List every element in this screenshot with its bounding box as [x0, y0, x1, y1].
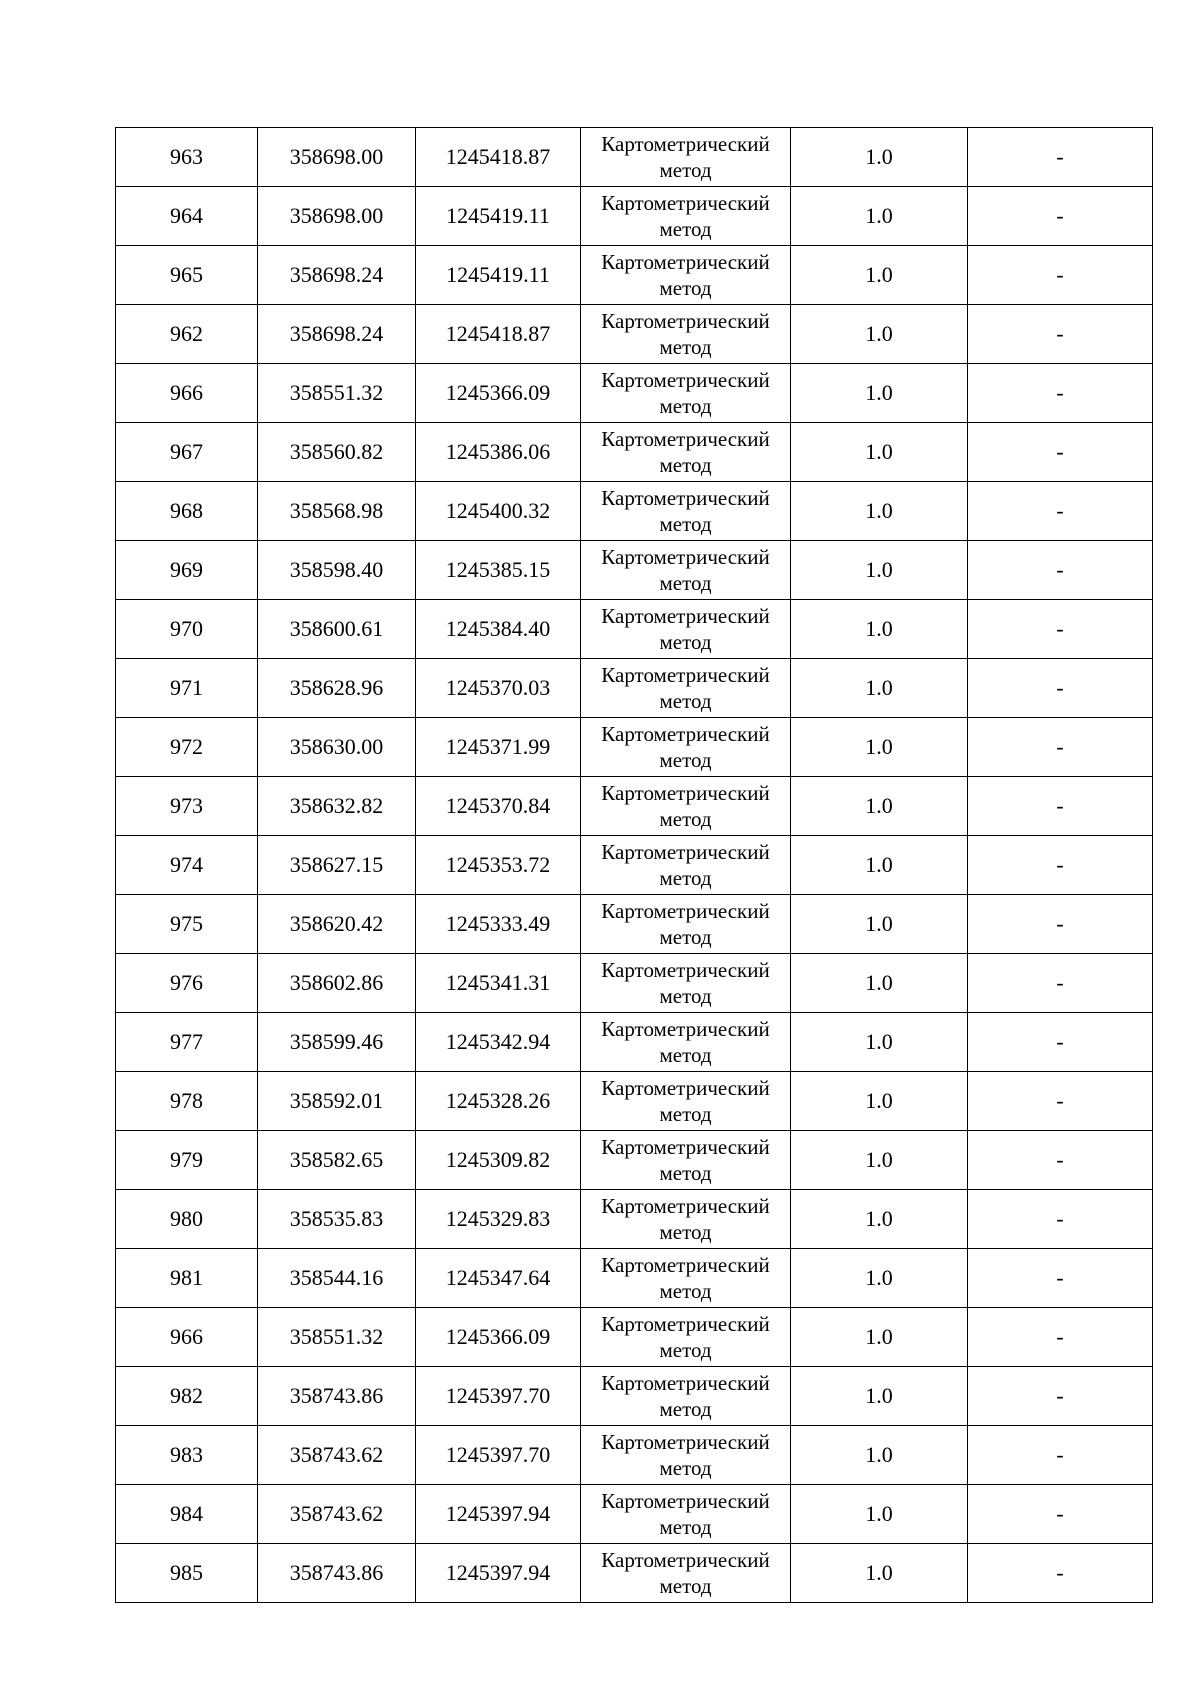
x-coordinate-cell: 358599.46	[258, 1013, 416, 1072]
method-text: Картометрический метод	[601, 1312, 770, 1362]
method-text: Картометрический метод	[601, 958, 770, 1008]
x-coordinate-cell: 358582.65	[258, 1131, 416, 1190]
table-row	[116, 1072, 1153, 1131]
method-text: Картометрический метод	[601, 1017, 770, 1067]
x-coordinate-cell: 358592.01	[258, 1072, 416, 1131]
point-number-cell: 981	[116, 1249, 258, 1308]
method-cell	[581, 659, 791, 718]
method-text: Картометрический метод	[601, 1194, 770, 1244]
method-text: Картометрический метод	[601, 1489, 770, 1539]
table-row	[116, 187, 1153, 246]
accuracy-cell: 1.0	[791, 1544, 968, 1603]
table-row	[116, 1308, 1153, 1367]
x-coordinate-cell: 358698.24	[258, 305, 416, 364]
x-coordinate-cell: 358743.62	[258, 1426, 416, 1485]
method-text: Картометрический метод	[601, 1548, 770, 1598]
accuracy-cell: 1.0	[791, 1426, 968, 1485]
x-coordinate-cell: 358698.00	[258, 128, 416, 187]
x-coordinate-cell: 358743.62	[258, 1485, 416, 1544]
y-coordinate-cell: 1245329.83	[416, 1190, 581, 1249]
accuracy-cell: 1.0	[791, 1013, 968, 1072]
method-text: Картометрический метод	[601, 250, 770, 300]
method-cell	[581, 364, 791, 423]
accuracy-cell: 1.0	[791, 423, 968, 482]
method-cell	[581, 1190, 791, 1249]
method-cell	[581, 895, 791, 954]
method-text: Картометрический метод	[601, 722, 770, 772]
accuracy-cell: 1.0	[791, 482, 968, 541]
table-row	[116, 777, 1153, 836]
method-cell	[581, 836, 791, 895]
y-coordinate-cell: 1245397.70	[416, 1426, 581, 1485]
point-number-cell: 977	[116, 1013, 258, 1072]
note-cell: -	[968, 777, 1153, 836]
table-row	[116, 1367, 1153, 1426]
accuracy-cell: 1.0	[791, 1485, 968, 1544]
point-number-cell: 979	[116, 1131, 258, 1190]
accuracy-cell: 1.0	[791, 1190, 968, 1249]
note-cell: -	[968, 1013, 1153, 1072]
note-cell: -	[968, 541, 1153, 600]
note-cell: -	[968, 1308, 1153, 1367]
note-cell: -	[968, 1544, 1153, 1603]
note-cell: -	[968, 954, 1153, 1013]
point-number-cell: 964	[116, 187, 258, 246]
note-cell: -	[968, 1485, 1153, 1544]
x-coordinate-cell: 358560.82	[258, 423, 416, 482]
point-number-cell: 983	[116, 1426, 258, 1485]
point-number-cell: 972	[116, 718, 258, 777]
method-cell	[581, 777, 791, 836]
method-cell	[581, 1249, 791, 1308]
y-coordinate-cell: 1245386.06	[416, 423, 581, 482]
point-number-cell: 982	[116, 1367, 258, 1426]
y-coordinate-cell: 1245418.87	[416, 128, 581, 187]
table-row	[116, 1131, 1153, 1190]
x-coordinate-cell: 358698.00	[258, 187, 416, 246]
y-coordinate-cell: 1245400.32	[416, 482, 581, 541]
note-cell: -	[968, 1131, 1153, 1190]
point-number-cell: 970	[116, 600, 258, 659]
table-row	[116, 1485, 1153, 1544]
note-cell: -	[968, 423, 1153, 482]
method-cell	[581, 1131, 791, 1190]
y-coordinate-cell: 1245366.09	[416, 1308, 581, 1367]
point-number-cell: 985	[116, 1544, 258, 1603]
method-text: Картометрический метод	[601, 309, 770, 359]
point-number-cell: 976	[116, 954, 258, 1013]
method-cell	[581, 1013, 791, 1072]
x-coordinate-cell: 358598.40	[258, 541, 416, 600]
y-coordinate-cell: 1245342.94	[416, 1013, 581, 1072]
table-row	[116, 718, 1153, 777]
table-row	[116, 895, 1153, 954]
x-coordinate-cell: 358568.98	[258, 482, 416, 541]
y-coordinate-cell: 1245370.03	[416, 659, 581, 718]
method-text: Картометрический метод	[601, 1253, 770, 1303]
method-cell	[581, 305, 791, 364]
x-coordinate-cell: 358743.86	[258, 1544, 416, 1603]
y-coordinate-cell: 1245385.15	[416, 541, 581, 600]
method-text: Картометрический метод	[601, 1371, 770, 1421]
x-coordinate-cell: 358743.86	[258, 1367, 416, 1426]
method-text: Картометрический метод	[601, 191, 770, 241]
note-cell: -	[968, 128, 1153, 187]
table-row	[116, 659, 1153, 718]
y-coordinate-cell: 1245347.64	[416, 1249, 581, 1308]
method-text: Картометрический метод	[601, 604, 770, 654]
note-cell: -	[968, 895, 1153, 954]
table-row	[116, 836, 1153, 895]
y-coordinate-cell: 1245370.84	[416, 777, 581, 836]
y-coordinate-cell: 1245397.70	[416, 1367, 581, 1426]
note-cell: -	[968, 482, 1153, 541]
y-coordinate-cell: 1245333.49	[416, 895, 581, 954]
y-coordinate-cell: 1245309.82	[416, 1131, 581, 1190]
table-body	[116, 128, 1153, 1603]
method-text: Картометрический метод	[601, 486, 770, 536]
table-row	[116, 423, 1153, 482]
table-row	[116, 1426, 1153, 1485]
accuracy-cell: 1.0	[791, 128, 968, 187]
method-cell	[581, 187, 791, 246]
point-number-cell: 966	[116, 1308, 258, 1367]
method-text: Картометрический метод	[601, 1076, 770, 1126]
x-coordinate-cell: 358630.00	[258, 718, 416, 777]
method-cell	[581, 246, 791, 305]
point-number-cell: 968	[116, 482, 258, 541]
table-row	[116, 954, 1153, 1013]
note-cell: -	[968, 659, 1153, 718]
method-cell	[581, 954, 791, 1013]
method-cell	[581, 1308, 791, 1367]
x-coordinate-cell: 358628.96	[258, 659, 416, 718]
point-number-cell: 962	[116, 305, 258, 364]
table-row	[116, 364, 1153, 423]
method-cell	[581, 482, 791, 541]
y-coordinate-cell: 1245397.94	[416, 1485, 581, 1544]
accuracy-cell: 1.0	[791, 659, 968, 718]
accuracy-cell: 1.0	[791, 246, 968, 305]
point-number-cell: 969	[116, 541, 258, 600]
x-coordinate-cell: 358602.86	[258, 954, 416, 1013]
note-cell: -	[968, 718, 1153, 777]
point-number-cell: 963	[116, 128, 258, 187]
method-cell	[581, 541, 791, 600]
accuracy-cell: 1.0	[791, 364, 968, 423]
x-coordinate-cell: 358551.32	[258, 1308, 416, 1367]
point-number-cell: 971	[116, 659, 258, 718]
y-coordinate-cell: 1245418.87	[416, 305, 581, 364]
accuracy-cell: 1.0	[791, 541, 968, 600]
point-number-cell: 980	[116, 1190, 258, 1249]
method-text: Картометрический метод	[601, 427, 770, 477]
x-coordinate-cell: 358627.15	[258, 836, 416, 895]
note-cell: -	[968, 1367, 1153, 1426]
accuracy-cell: 1.0	[791, 187, 968, 246]
accuracy-cell: 1.0	[791, 1367, 968, 1426]
y-coordinate-cell: 1245371.99	[416, 718, 581, 777]
table-row	[116, 128, 1153, 187]
y-coordinate-cell: 1245384.40	[416, 600, 581, 659]
method-cell	[581, 1367, 791, 1426]
point-number-cell: 978	[116, 1072, 258, 1131]
method-text: Картометрический метод	[601, 1135, 770, 1185]
note-cell: -	[968, 836, 1153, 895]
table-row	[116, 1544, 1153, 1603]
y-coordinate-cell: 1245353.72	[416, 836, 581, 895]
accuracy-cell: 1.0	[791, 1249, 968, 1308]
method-text: Картометрический метод	[601, 663, 770, 713]
note-cell: -	[968, 246, 1153, 305]
table-row	[116, 246, 1153, 305]
y-coordinate-cell: 1245419.11	[416, 246, 581, 305]
accuracy-cell: 1.0	[791, 836, 968, 895]
accuracy-cell: 1.0	[791, 718, 968, 777]
x-coordinate-cell: 358600.61	[258, 600, 416, 659]
x-coordinate-cell: 358698.24	[258, 246, 416, 305]
method-text: Картометрический метод	[601, 368, 770, 418]
table-row	[116, 1013, 1153, 1072]
point-number-cell: 966	[116, 364, 258, 423]
method-cell	[581, 600, 791, 659]
note-cell: -	[968, 364, 1153, 423]
point-number-cell: 967	[116, 423, 258, 482]
x-coordinate-cell: 358551.32	[258, 364, 416, 423]
point-number-cell: 965	[116, 246, 258, 305]
method-text: Картометрический метод	[601, 899, 770, 949]
table-row	[116, 305, 1153, 364]
x-coordinate-cell: 358620.42	[258, 895, 416, 954]
x-coordinate-cell: 358632.82	[258, 777, 416, 836]
method-text: Картометрический метод	[601, 781, 770, 831]
y-coordinate-cell: 1245419.11	[416, 187, 581, 246]
accuracy-cell: 1.0	[791, 1131, 968, 1190]
method-cell	[581, 423, 791, 482]
method-cell	[581, 1072, 791, 1131]
method-cell	[581, 1485, 791, 1544]
y-coordinate-cell: 1245341.31	[416, 954, 581, 1013]
table-row	[116, 600, 1153, 659]
method-text: Картометрический метод	[601, 132, 770, 182]
method-cell	[581, 128, 791, 187]
accuracy-cell: 1.0	[791, 305, 968, 364]
method-cell	[581, 718, 791, 777]
note-cell: -	[968, 187, 1153, 246]
note-cell: -	[968, 1426, 1153, 1485]
y-coordinate-cell: 1245397.94	[416, 1544, 581, 1603]
point-number-cell: 974	[116, 836, 258, 895]
y-coordinate-cell: 1245366.09	[416, 364, 581, 423]
accuracy-cell: 1.0	[791, 954, 968, 1013]
accuracy-cell: 1.0	[791, 895, 968, 954]
x-coordinate-cell: 358544.16	[258, 1249, 416, 1308]
table-row	[116, 482, 1153, 541]
note-cell: -	[968, 600, 1153, 659]
note-cell: -	[968, 1072, 1153, 1131]
table-row	[116, 541, 1153, 600]
table-row	[116, 1249, 1153, 1308]
method-text: Картометрический метод	[601, 1430, 770, 1480]
table-row	[116, 1190, 1153, 1249]
method-cell	[581, 1426, 791, 1485]
point-number-cell: 984	[116, 1485, 258, 1544]
note-cell: -	[968, 305, 1153, 364]
accuracy-cell: 1.0	[791, 777, 968, 836]
method-text: Картометрический метод	[601, 545, 770, 595]
note-cell: -	[968, 1190, 1153, 1249]
method-cell	[581, 1544, 791, 1603]
note-cell: -	[968, 1249, 1153, 1308]
point-number-cell: 973	[116, 777, 258, 836]
method-text: Картометрический метод	[601, 840, 770, 890]
accuracy-cell: 1.0	[791, 600, 968, 659]
x-coordinate-cell: 358535.83	[258, 1190, 416, 1249]
y-coordinate-cell: 1245328.26	[416, 1072, 581, 1131]
accuracy-cell: 1.0	[791, 1072, 968, 1131]
coordinates-table	[115, 127, 1153, 1603]
accuracy-cell: 1.0	[791, 1308, 968, 1367]
point-number-cell: 975	[116, 895, 258, 954]
